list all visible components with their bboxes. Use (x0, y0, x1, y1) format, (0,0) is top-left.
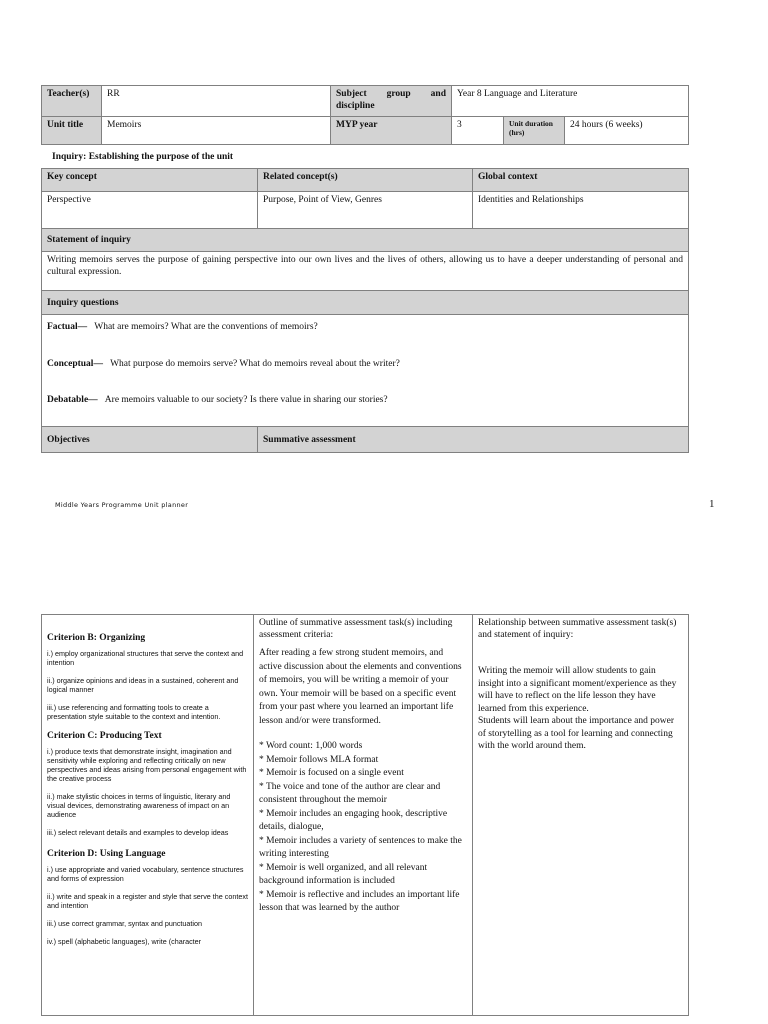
related-concepts-label: Related concept(s) (258, 169, 473, 192)
relationship-heading: Relationship between summative assessment task(s) and statement of inquiry: (478, 618, 677, 640)
duration-value: 24 hours (6 weeks) (565, 117, 689, 145)
criterion-c-title: Criterion C: Producing Text (47, 731, 162, 741)
outline-bullet: * The voice and tone of the author are clear and consistent throughout the memoir (259, 781, 441, 805)
global-context-label: Global context (473, 169, 689, 192)
statement-label: Statement of inquiry (42, 229, 689, 252)
teacher-label: Teacher(s) (42, 86, 102, 117)
key-concept-label: Key concept (42, 169, 258, 192)
footer-text: Middle Years Programme Unit planner (55, 501, 189, 509)
criterion-d-item: ii.) write and speak in a register and style that serve the context and intention (47, 892, 248, 910)
criterion-d-item: iii.) use correct grammar, syntax and punctuation (47, 919, 203, 928)
subject-label: Subject group and discipline (331, 86, 452, 117)
outline-bullet: * Memoir follows MLA format (259, 754, 379, 765)
header-table (41, 85, 689, 145)
related-concepts-value: Purpose, Point of View, Genres (258, 192, 473, 229)
myp-year-value: 3 (452, 117, 504, 145)
criterion-d-item: iv.) spell (alphabetic languages), write (character (47, 937, 202, 946)
criterion-b (47, 633, 248, 721)
criterion-c (47, 731, 248, 837)
outline-cell (254, 615, 473, 1016)
unit-title-label: Unit title (42, 117, 102, 145)
teacher-value: RR (102, 86, 331, 117)
statement-value: Writing memoirs serves the purpose of gaining perspective into our own lives and the lives of others, allowing us to have a deeper understanding of personal and cultural expression. (42, 252, 689, 291)
factual-label: Factual— (47, 322, 88, 332)
debatable-question (47, 394, 683, 406)
criterion-b-item: ii.) organize opinions and ideas in a sustained, coherent and logical manner (47, 676, 239, 694)
relationship-p1: Writing the memoir will allow students to gain insight into a significant moment/experience as they will have to reflect on the life lesson they have learned from this experience. (478, 666, 677, 714)
criterion-c-item: iii.) select relevant details and examples to develop ideas (47, 828, 229, 837)
outline-intro: After reading a few strong student memoirs, and active discussion about the elements and conventions of memoirs, you will be writing a memoir of your own. Your memoir will be based on a specific event from your past where you learned an important life lesson and/or were transformed. (259, 648, 462, 726)
relationship-p2: Students will learn about the importance and power of storytelling as a tool for learning and connecting with the world around them. (478, 716, 675, 751)
factual-value: What are memoirs? What are the conventions of memoirs? (94, 322, 318, 332)
outline-bullet: * Word count: 1,000 words (259, 741, 363, 751)
criterion-b-title: Criterion B: Organizing (47, 633, 146, 643)
criterion-c-item: i.) produce texts that demonstrate insight, imagination and sensitivity while exploring and reflecting critically on new perspectives and ideas arising from personal engagement with the creative process (47, 747, 247, 783)
criterion-d-title: Criterion D: Using Language (47, 849, 166, 859)
outline-bullet: * Memoir is well organized, and all relevant background information is included (259, 862, 428, 886)
criterion-c-item: ii.) make stylistic choices in terms of linguistic, literary and visual devices, demonstrating awareness of impact on an audience (47, 792, 231, 819)
debatable-value: Are memoirs valuable to our society? Is there value in sharing our stories? (104, 395, 388, 405)
criterion-d-item: i.) use appropriate and varied vocabulary, sentence structures and forms of expression (47, 865, 244, 883)
criterion-b-item: i.) employ organizational structures that serve the context and intention (47, 649, 244, 667)
objectives-cell (42, 615, 254, 1016)
outline-bullet: * Memoir includes an engaging hook, descriptive details, dialogue, (259, 808, 448, 832)
outline-bullet: * Memoir is focused on a single event (259, 768, 404, 778)
outline-bullet: * Memoir is reflective and includes an important life lesson that was learned by the author (259, 889, 460, 913)
duration-label: Unit duration (hrs) (504, 117, 565, 145)
summative-label: Summative assessment (258, 427, 689, 453)
questions-cell (42, 315, 689, 427)
questions-label: Inquiry questions (42, 291, 689, 315)
conceptual-label: Conceptual— (47, 359, 103, 369)
key-concept-value: Perspective (42, 192, 258, 229)
conceptual-question (47, 358, 683, 394)
objectives-label: Objectives (42, 427, 258, 453)
inquiry-table (41, 168, 689, 453)
criterion-b-item: iii.) use referencing and formatting tools to create a presentation style suitable to the context and intention. (47, 703, 221, 721)
outline-bullets (259, 740, 467, 916)
page-number: 1 (709, 498, 715, 510)
relationship-cell (473, 615, 689, 1016)
criterion-d (47, 849, 248, 946)
outline-heading: Outline of summative assessment task(s) including assessment criteria: (259, 618, 453, 640)
outline-bullet: * Memoir includes a variety of sentences to make the writing interesting (259, 835, 462, 859)
conceptual-value: What purpose do memoirs serve? What do memoirs reveal about the writer? (110, 359, 400, 369)
debatable-label: Debatable— (47, 395, 98, 405)
assessment-table (41, 614, 689, 1016)
myp-year-label: MYP year (331, 117, 452, 145)
unit-title-value: Memoirs (102, 117, 331, 145)
inquiry-heading: Inquiry: Establishing the purpose of the unit (52, 152, 234, 162)
factual-question (47, 321, 683, 358)
subject-value: Year 8 Language and Literature (452, 86, 689, 117)
global-context-value: Identities and Relationships (473, 192, 689, 229)
